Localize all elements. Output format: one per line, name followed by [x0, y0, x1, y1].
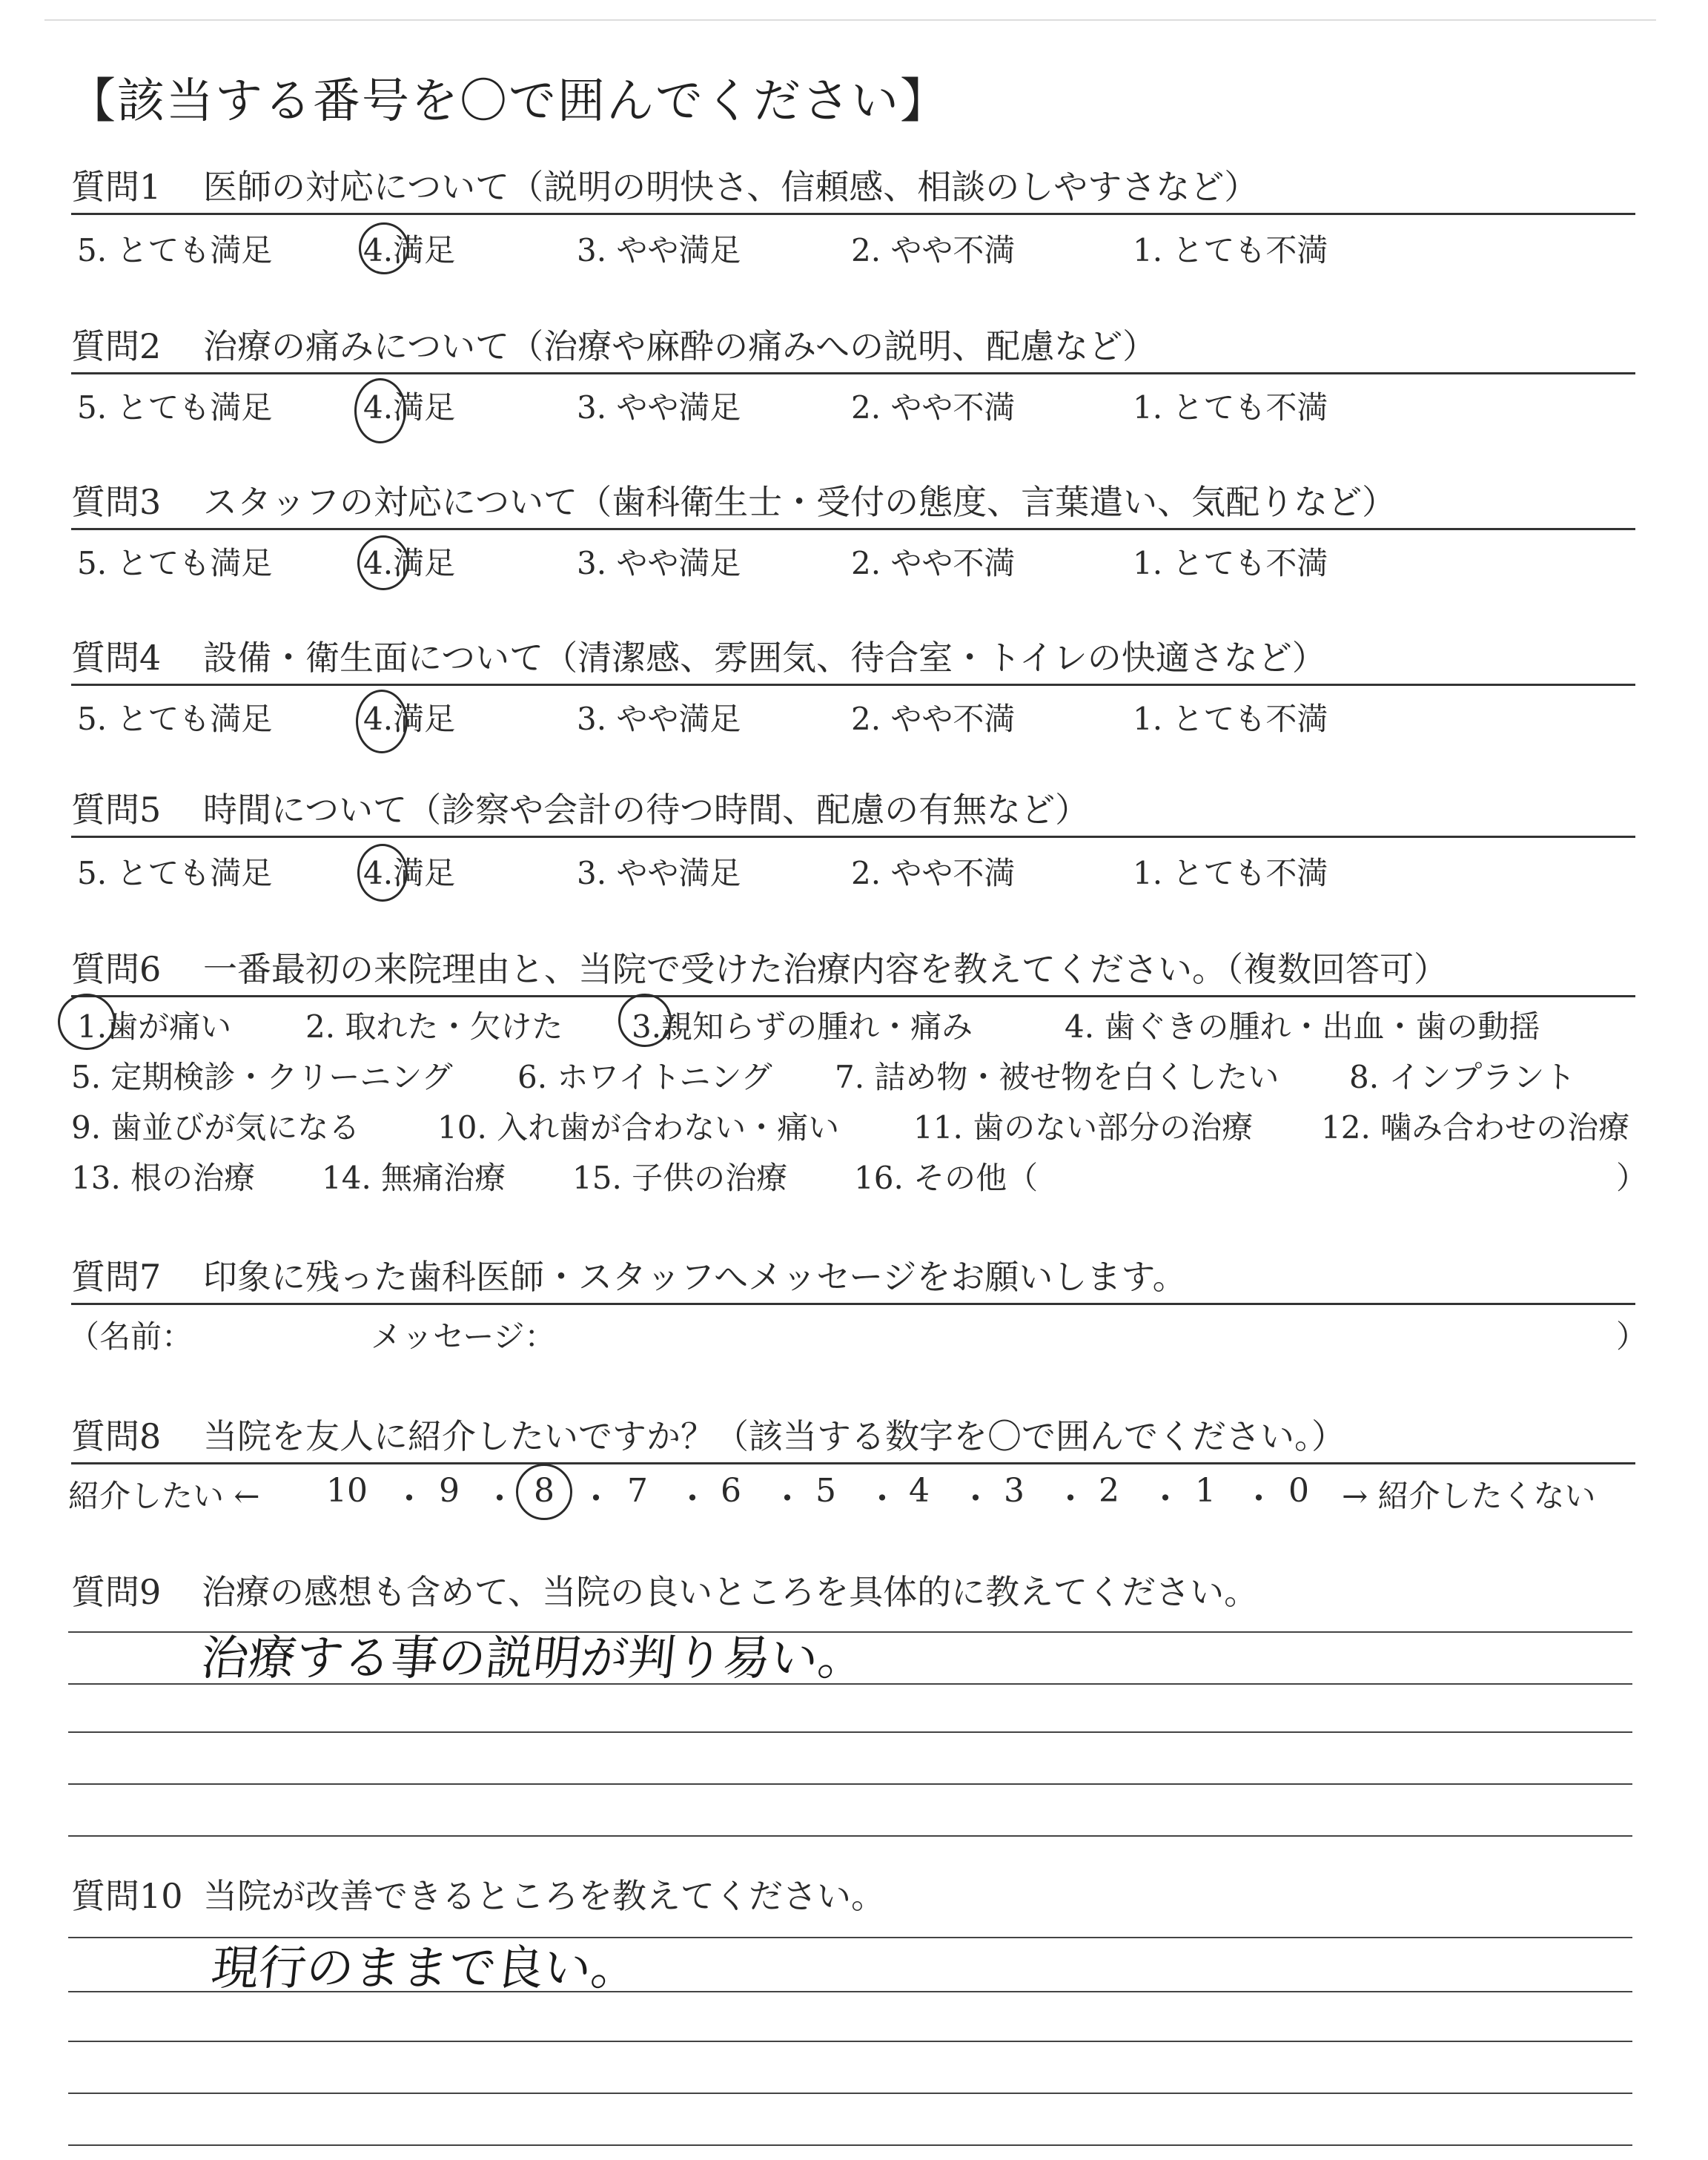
question-text: 設備・衛生面について（清潔感、雰囲気、待合室・トイレの快適さなど）: [203, 638, 1326, 678]
q3-option-1[interactable]: 1. とても不満: [1133, 545, 1328, 581]
q6-option-11[interactable]: 11. 歯のない部分の治療: [913, 1109, 1254, 1146]
q10-handwritten-answer[interactable]: 現行のままで良い。: [208, 1941, 642, 1996]
question-rule: [71, 372, 1635, 374]
question-number: 質問8: [71, 1416, 162, 1456]
q4-option-2[interactable]: 2. やや不満: [851, 701, 1016, 737]
question-text: 医師の対応について（説明の明快さ、信頼感、相談のしやすさなど）: [203, 167, 1259, 207]
question-9: [71, 1568, 1480, 1620]
q6-selected-circle-3: [618, 994, 672, 1047]
q7-close-paren: ）: [1616, 1318, 1648, 1355]
answer-line: [68, 2144, 1632, 2146]
answer-line: [68, 1783, 1632, 1785]
question-10: [71, 1872, 1480, 1924]
q8-scale-sep: ・: [1149, 1480, 1182, 1518]
q5-selected-circle: [357, 844, 408, 902]
q8-scale-5[interactable]: 5: [815, 1472, 836, 1510]
q8-scale-sep: ・: [866, 1480, 898, 1518]
q8-scale-sep: ・: [676, 1480, 709, 1518]
q6-option-7[interactable]: 7. 詰め物・被せ物を白くしたい: [835, 1059, 1280, 1095]
q6-option-12[interactable]: 12. 噛み合わせの治療: [1321, 1109, 1630, 1146]
q8-scale-sep: ・: [771, 1480, 804, 1518]
question-8: [71, 1413, 1635, 1464]
question-text: 治療の痛みについて（治療や麻酔の痛みへの説明、配慮など）: [203, 326, 1157, 366]
q4-option-4[interactable]: 4.満足: [363, 701, 456, 737]
q7-name-label: （名前：: [68, 1318, 193, 1355]
q4-option-5[interactable]: 5. とても満足: [77, 701, 273, 737]
q8-scale-0[interactable]: 0: [1288, 1472, 1309, 1510]
question-5: [71, 786, 1635, 838]
q4-option-1[interactable]: 1. とても不満: [1133, 701, 1328, 737]
question-text: スタッフの対応について（歯科衛生士・受付の態度、言葉遣い、気配りなど）: [203, 482, 1397, 522]
q1-option-2[interactable]: 2. やや不満: [851, 232, 1016, 268]
question-text: 時間について（診察や会計の待つ時間、配慮の有無など）: [203, 790, 1090, 830]
q6-other-close-paren: ）: [1616, 1160, 1648, 1196]
q6-option-14[interactable]: 14. 無痛治療: [322, 1160, 506, 1196]
q8-scale-sep: ・: [393, 1480, 426, 1518]
question-number: 質問1: [71, 167, 162, 207]
q5-option-5[interactable]: 5. とても満足: [77, 855, 273, 891]
question-4: [71, 634, 1635, 686]
question-text: 一番最初の来院理由と、当院で受けた治療内容を教えてください。（複数回答可）: [203, 949, 1448, 989]
question-text: 治療の感想も含めて、当院の良いところを具体的に教えてください。: [202, 1572, 1259, 1612]
q8-scale-6[interactable]: 6: [721, 1472, 741, 1510]
q6-option-1[interactable]: 1.歯が痛い: [77, 1008, 232, 1045]
q1-option-5[interactable]: 5. とても満足: [77, 232, 273, 268]
q3-option-3[interactable]: 3. やや満足: [577, 545, 741, 581]
question-1: [71, 163, 1635, 215]
q9-handwritten-answer[interactable]: 治療する事の説明が判り易い。: [198, 1631, 869, 1686]
q6-option-6[interactable]: 6. ホワイトニング: [517, 1059, 772, 1095]
q2-option-1[interactable]: 1. とても不満: [1133, 389, 1328, 426]
answer-line: [68, 2041, 1632, 2042]
top-border: [44, 19, 1656, 21]
question-rule: [71, 528, 1635, 530]
q8-scale-3[interactable]: 3: [1004, 1472, 1025, 1510]
page-title: 【該当する番号を〇で囲んでください】: [68, 74, 949, 129]
question-rule: [71, 1462, 1635, 1464]
q8-scale-sep: ・: [580, 1480, 612, 1518]
q1-option-4[interactable]: 4.満足: [363, 232, 456, 268]
q1-selected-circle: [359, 222, 409, 274]
question-rule: [71, 836, 1635, 838]
answer-line: [68, 2093, 1632, 2094]
q6-option-10[interactable]: 10. 入れ歯が合わない・痛い: [437, 1109, 840, 1146]
q5-option-4[interactable]: 4.満足: [363, 855, 456, 891]
q8-scale-sep: ・: [1242, 1480, 1275, 1518]
question-number: 質問6: [71, 949, 162, 989]
question-rule: [71, 684, 1635, 686]
question-number: 質問7: [71, 1257, 162, 1297]
q4-selected-circle: [356, 690, 408, 753]
q8-scale-7[interactable]: 7: [627, 1472, 648, 1510]
q6-option-16[interactable]: 16. その他（: [854, 1160, 1039, 1196]
question-number: 質問9: [71, 1572, 162, 1612]
question-number: 質問4: [71, 638, 162, 678]
q8-scale-10[interactable]: 10: [326, 1472, 368, 1510]
q6-option-2[interactable]: 2. 取れた・欠けた: [305, 1008, 563, 1045]
q8-scale-4[interactable]: 4: [909, 1472, 930, 1510]
q8-scale-sep: ・: [483, 1480, 516, 1518]
q1-option-3[interactable]: 3. やや満足: [577, 232, 741, 268]
q6-option-8[interactable]: 8. インプラント: [1349, 1059, 1576, 1095]
q6-option-13[interactable]: 13. 根の治療: [71, 1160, 256, 1196]
question-number: 質問10: [71, 1876, 183, 1916]
q2-option-4[interactable]: 4.満足: [363, 389, 456, 426]
question-text: 印象に残った歯科医師・スタッフへメッセージをお願いします。: [203, 1257, 1187, 1297]
q3-option-2[interactable]: 2. やや不満: [851, 545, 1016, 581]
q6-option-3[interactable]: 3.親知らずの腫れ・痛み: [632, 1008, 973, 1045]
q3-selected-circle: [357, 535, 409, 590]
q8-scale-2[interactable]: 2: [1099, 1472, 1119, 1510]
q5-option-2[interactable]: 2. やや不満: [851, 855, 1016, 891]
q8-left-label: 紹介したい ←: [68, 1478, 260, 1514]
q8-selected-circle: [516, 1464, 572, 1520]
question-rule: [71, 995, 1635, 997]
q7-message-label: メッセージ：: [371, 1318, 556, 1355]
question-3: [71, 478, 1635, 530]
q5-option-1[interactable]: 1. とても不満: [1133, 855, 1328, 891]
answer-line: [68, 1835, 1632, 1837]
q2-option-2[interactable]: 2. やや不満: [851, 389, 1016, 426]
q8-right-label: → 紹介したくない: [1342, 1478, 1596, 1514]
q8-scale-sep: ・: [959, 1480, 992, 1518]
q6-option-9[interactable]: 9. 歯並びが気になる: [71, 1109, 360, 1146]
question-number: 質問2: [71, 326, 162, 366]
question-6: [71, 945, 1635, 997]
question-rule: [71, 213, 1635, 215]
q8-scale-9[interactable]: 9: [439, 1472, 460, 1510]
question-text: 当院が改善できるところを教えてください。: [203, 1876, 885, 1916]
q5-option-3[interactable]: 3. やや満足: [577, 855, 741, 891]
question-2: [71, 323, 1635, 374]
q8-scale-1[interactable]: 1: [1195, 1472, 1216, 1510]
question-rule: [71, 1303, 1635, 1305]
q8-scale-sep: ・: [1054, 1480, 1087, 1518]
q8-scale-8[interactable]: 8: [534, 1472, 555, 1510]
question-number: 質問3: [71, 482, 162, 522]
q3-option-5[interactable]: 5. とても満足: [77, 545, 273, 581]
q6-option-15[interactable]: 15. 子供の治療: [572, 1160, 788, 1196]
question-7: [71, 1253, 1635, 1305]
q6-option-5[interactable]: 5. 定期検診・クリーニング: [71, 1059, 453, 1095]
question-number: 質問5: [71, 790, 162, 830]
q6-option-4[interactable]: 4. 歯ぐきの腫れ・出血・歯の動揺: [1065, 1008, 1540, 1045]
q4-option-3[interactable]: 3. やや満足: [577, 701, 741, 737]
q6-selected-circle-1: [58, 994, 116, 1050]
q2-selected-circle: [354, 378, 406, 443]
q1-option-1[interactable]: 1. とても不満: [1133, 232, 1328, 268]
answer-line: [68, 1731, 1632, 1733]
question-text: 当院を友人に紹介したいですか？（該当する数字を〇で囲んでください。）: [203, 1416, 1345, 1456]
q2-option-5[interactable]: 5. とても満足: [77, 389, 273, 426]
q2-option-3[interactable]: 3. やや満足: [577, 389, 741, 426]
q3-option-4[interactable]: 4.満足: [363, 545, 456, 581]
